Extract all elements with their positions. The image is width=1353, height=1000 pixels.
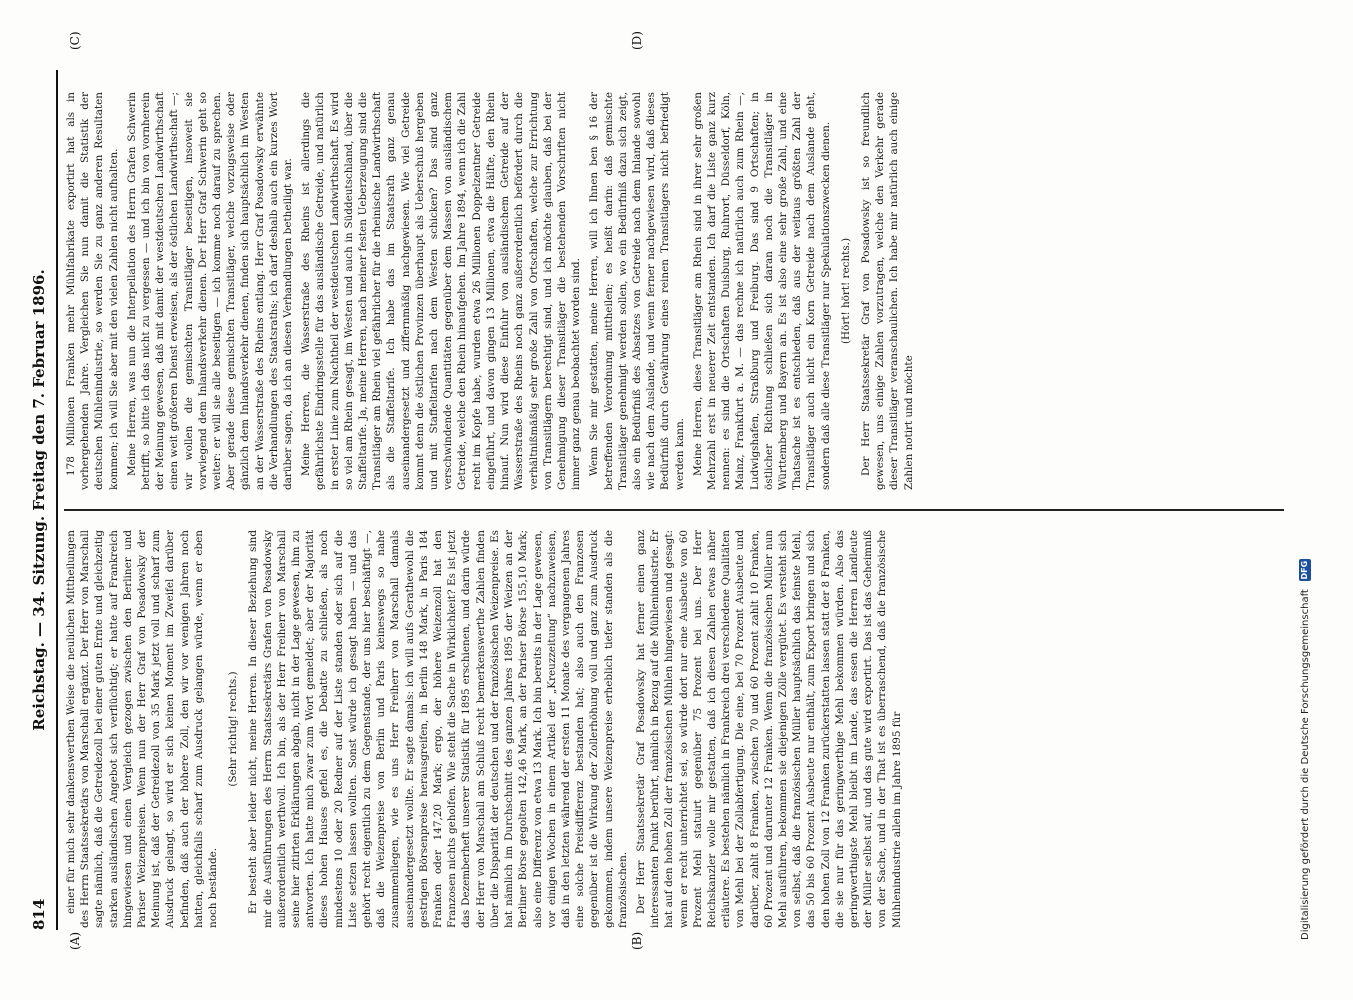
left-column xyxy=(64,530,908,928)
credit-text: Digitalisierung gefördert durch die Deutsche Forschungsgemeinschaft xyxy=(1299,589,1311,940)
interjection: (Sehr richtig! rechts.) xyxy=(227,671,240,787)
margin-marker-b: (B) xyxy=(630,931,644,950)
page-title: Reichstag. — 34. Sitzung. Freitag den 7. Februar 1896. xyxy=(30,269,48,731)
margin-marker-a: (A) xyxy=(68,931,82,950)
margin-marker-d: (D) xyxy=(630,31,644,50)
dfg-logo-icon: DFG xyxy=(1300,560,1309,580)
interjection: (Hört! hört! rechts.) xyxy=(839,237,852,345)
paragraph: 178 Millionen Franken mehr Mühlfabrikate exportirt hat als in vorhergehenden Jahre. Vergleichen Sie nun damit die Statistik der deutschen Mühlenindustrie, so werden Sie zu ganz anderen Resultaten kommen; ich will Sie aber mit den vielen Zahlen nicht aufhalten. xyxy=(65,92,120,490)
paragraph: Der Herr Staatssekretär Graf von Posadowsky ist so freundlich gewesen, uns einige Zahlen vorzutragen, welche den Verkehr gerade dieser Transitläger veranschaulichen. Ich habe mir natürlich auch einige Zahlen notirt und möchte xyxy=(859,92,915,490)
paragraph: einer für mich sehr dankenswerthen Weise die neulichen Mittheilungen des Herrn Staatssekretärs von Marschall ergänzt. Der Herr von Marschall sagte nämlich, daß die Getreidezoll bei einer guten Ernte und gleichzeitig starken ausländischen Angebot sich verflüchtigt; er hatte auf Frankreich hingewiesen und einen Vergleich gezogen zwischen den Berliner und Pariser Weizenpreisen. Wenn nun der Herr Graf von Posadowsky der Meinung ist, daß der Getreidezoll von 35 Mark jetzt voll und scharf zum Ausdruck gelangt, so wird er sich keinen Moment im Zweifel darüber befinden, daß auch der höhere Zoll, den wir vor wenigen Jahren noch hatten, gleichfalls scharf zum Ausdruck gelangen würde, wenn er eben noch bestände. xyxy=(65,530,220,928)
paragraph: Wenn Sie mir gestatten, meine Herren, will ich Ihnen ben § 16 der betreffenden Verordnung mittheilen; es heißt darin: daß gemischte Transitläger genehmigt werden sollen, wo ein Bedürfniß dazu sich zeigt, also ein Bedürfniß des Absatzes von Getreide nach dem Inlande sowohl wie nach dem Auslande, und wenn ferner nachgewiesen wird, daß dieses Bedürfniß durch Gewährung eines reinen Transitlagers nicht befriedigt werden kann. xyxy=(588,92,686,490)
paragraph: Der Herr Staatssekretär Graf Posadowsky hat ferner einen ganz interessanten Punkt berührt, nämlich in Bezug auf die Mühlenindustrie. Er hat auf den hohen Zoll der französischen Mühlen hingewiesen und gesagt: wenn er recht unterrichtet sei, so würde dort nur eine Ausbeute von 60 Prozent Mehl statuirt gegenüber 75 Prozent bei uns. Der Herr Reichskanzler wolle mir gestatten, daß ich diesen Zahlen etwas näher erläutere. Es bestehen nämlich in Frankreich drei verschiedene Qualitäten von Mehl bei der Zollabfertigung. Die eine, bei 70 Prozent Ausbeute und darüber, zahlt 8 Franken, zwischen 70 und 60 Prozent zahlt 10 Franken, 60 Prozent und darunter 12 Franken. Wenn die französischen Müller nun Mehl ausführen, bekommen sie diejenigen Zölle vergütet. Es versteht sich von selbst, daß die französischen Müller hauptsächlich das feinste Mehl, das 50 bis 60 Prozent Ausbeute nur enthält, zum Export bringen und sich den hohen Zoll von 12 Franken zurückerstatten lassen statt der 8 Franken, die sie nur für das geringwerthige Mehl bekommen würden. Also das geringwerthigste Mehl bleibt im Lande, das essen die Herren Landleute der Müller selbst auf, und das gute wird exportirt. Das ist das Geheimniß von der Sache, und in der That ist es überraschend, daß die französische Mühlenindustrie allein im Jahre 1895 für xyxy=(634,530,903,928)
page-header xyxy=(28,70,58,930)
paragraph: Meine Herren, was nun die Interpellation des Herrn Grafen Schwerin betrifft, so bitte ich das nicht zu vergessen — und ich bin von vornherein der Meinung gewesen, daß mit damit der westdeutschen Landwirthschaft einen weit größeren Dienst erweisen, als der östlichen Landwirthschaft —; wir wollen die gemischten Transitläger beseitigen, insoweit sie vorwiegend dem Inlandsverkehr dienen. Der Herr Graf Schwerin geht so weiter: er will sie alle beseitigen — ich komme noch darauf zu sprechen. Aber gerade diese gemischten Transitläger, welche vorzugsweise oder gänzlich dem Inlandsverkehr dienen, finden sich hauptsächlich im Westen an der Wasserstraße des Rheins entlang. Herr Graf Posadowsky erwähnte die Verhandlungen des Staatsraths; ich darf deshalb auch ein kurzes Wort darüber sagen, da ich an diesen Verhandlungen betheiligt war. xyxy=(125,92,295,490)
paragraph: Meine Herren, diese Transitläger am Rhein sind in ihrer sehr großen Mehrzahl erst in neuerer Zeit entstanden. Ich darf die Liste ganz kurz nennen: es sind die Ortschaften Duisburg, Ruhrort, Düsseldorf, Köln, Mainz, Frankfurt a. M. — das rechne ich natürlich auch zum Rhein —, Ludwigshafen, Straßburg und Freiburg. Das sind 9 Ortschaften; in östlicher Richtung schließen sich daran noch die Transitläger in Württemberg und Bayern an. Es ist also eine sehr große Zahl, und eine Thatsache ist es entschieden, daß aus der weitaus größten Zahl der Transitläger auch nicht ein Korn Getreide nach dem Auslande geht, sondern daß alle diese Transitläger nur Spekulationszwecken dienen. xyxy=(691,92,832,490)
page-number: 814 xyxy=(30,898,48,930)
margin-marker-c: (C) xyxy=(68,31,82,50)
paragraph: Meine Herren, die Wasserstraße des Rheins ist allerdings die gefährlichste Eindringsstelle für das ausländische Getreide, und natürlich in erster Linie zum Nachtheil der westdeutschen Landwirthschaft. Es wird so viel am Rhein gesagt, im Westen und auch in Süddeutschland, über die Staffeltarife. Ja, meine Herren, nach meiner festen Ueberzeugung sind die Transitläger am Rhein viel gefährlicher für die rheinische Landwirthschaft als die Staffeltarife. Ich habe das im Staatsrath ganz genau auseinandergesetzt und ziffernmäßig nachgewiesen. Wie viel Getreide kommt denn die östlichen Provinzen überhaupt als Ueberschuß hergeben und mit Staffeltarifen nach dem Westen schicken? Das sind ganz verschwindende Quantitäten gegenüber dem Massen von ausländischem Getreide, welche den Rhein hinaufgehen. Im Jahre 1894, wenn ich die Zahl recht im Kopfe habe, wurden etwa 26 Millionen Doppelzentner Getreide eingeführt, und davon gingen 13 Millionen, etwa die Hälfte, den Rhein hinauf. Nun wird diese Einfuhr von ausländischem Getreide auf der Wasserstraße des Rheins noch ganz außerordentlich befördert durch die verhältnißmäßig sehr große Zahl von Ortschaften, welche zur Errichtung von Transitlägern berechtigt sind, und ich möchte glauben, daß bei der Genehmigung dieser Transitläger die bestehenden Vorschriften nicht immer ganz genau beobachtet worden sind. xyxy=(300,92,583,490)
column-divider xyxy=(64,509,1284,511)
digitization-credit xyxy=(1296,20,1314,940)
right-column xyxy=(64,92,920,490)
paragraph: Er besteht aber leider nicht, meine Herren. In dieser Beziehung sind mir die Ausführungen des Herrn Staatssekretärs Grafen von Posadowsky außerordentlich werthvoll. Ich bin, als der Herr Freiherr von Marschall seine hier zitirten Erklärungen abgab, nicht in der Lage gewesen, ihm zu antworten. Ich hatte mich zwar zum Wort gemeldet; aber der Majorität dieses hohen Hauses gefiel es, die Debatte zu schließen, als noch mindestens 10 oder 20 Redner auf der Liste standen oder sich auf die Liste setzen lassen wollten. Sonst würde ich gesagt haben — und das gehört recht eigentlich zu dem Gegenstande, der uns hier beschäftigt —, daß die Weizenpreise von Berlin und Paris keineswegs so nahe zusammenliegen, wie es uns Herr Freiherr von Marschall damals auseinandergesetzt wollte. Er sagte damals: ich will aufs Gerathewohl die gestrigen Börsenpreise herausgreifen, in Berlin 148 Mark, in Paris 184 Franken oder 147,20 Mark; ergo, der höhere Weizenzoll hat den Franzosen nichts geholfen. Wie steht die Sache in Wirklichkeit? Es ist jetzt das Dezemberheft unserer Statistik für 1895 erschienen, und darin würde der Herr von Marschall am Schluß recht bemerkenswerthe Zahlen finden über die Disparität der deutschen und der französischen Weizenpreise. Es hat nämlich im Durchschnitt des ganzen Jahres 1895 der Weizen an der Berliner Börse gegolten 142,46 Mark, an der Pariser Börse 155,10 Mark; also eine Differenz von etwa 13 Mark. Ich bin bereits in der Lage gewesen, vor einigen Wochen in einem Artikel der „Kreuzzeitung“ nachzuweisen, daß in den letzten während der ersten 11 Monate des vergangenen Jahres eine solche Preisdifferenz bestanden hat; also auch den Franzosen gegenüber ist die Wirkung der Zollerhöhung voll und ganz zum Ausdruck gekommen, indem unsere Weizenpreise erheblich tiefer standen als die französischen. xyxy=(247,530,629,928)
